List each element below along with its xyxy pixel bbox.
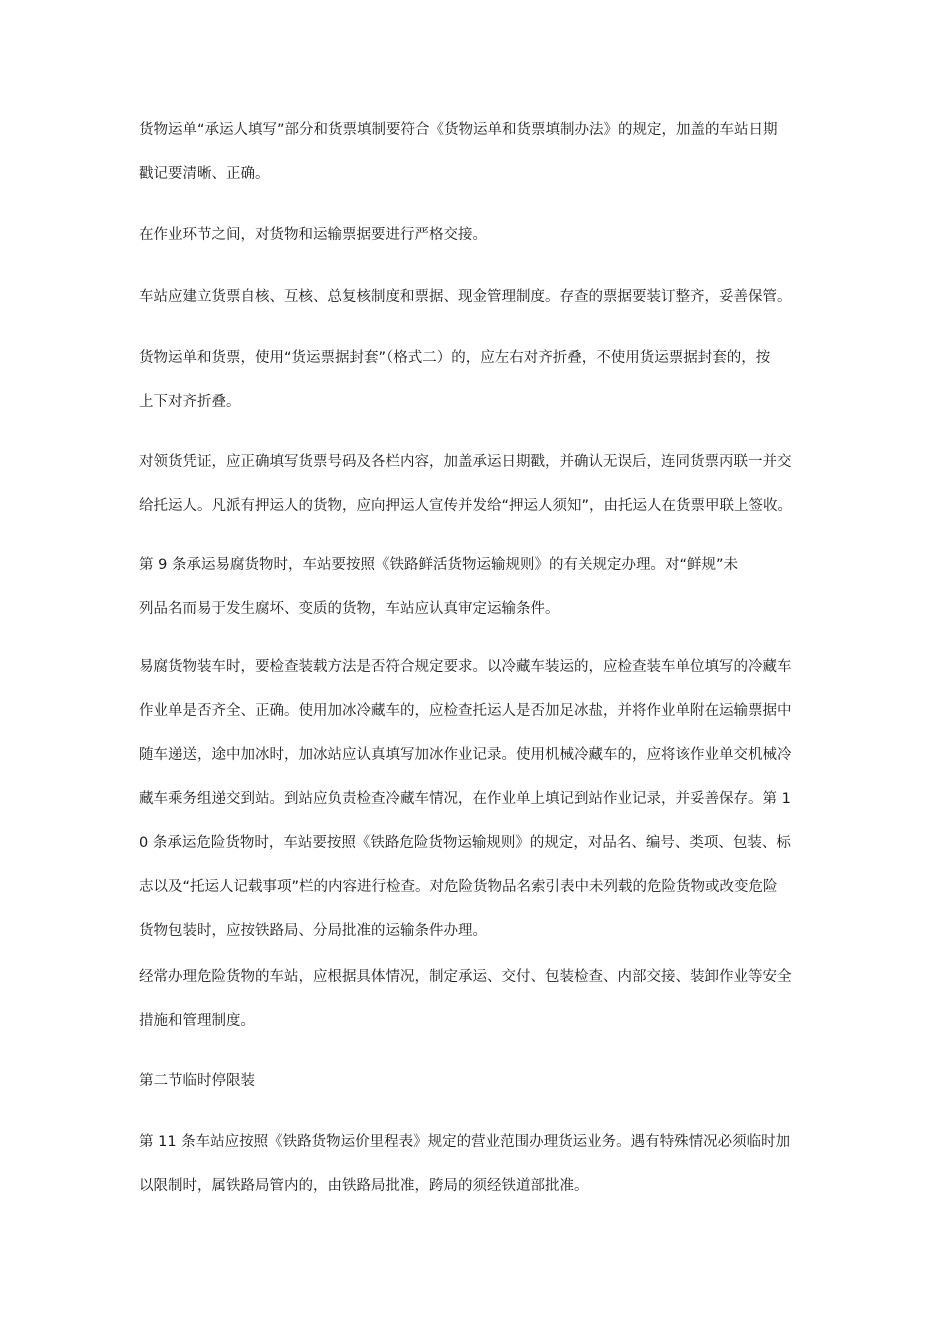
text-line: 货物运单和货票，使用“货运票据封套”（格式二）的，应左右对齐折叠，不使用货运票据封套的，按 (139, 350, 771, 366)
text-line: 在作业环节之间，对货物和运输票据要进行严格交接。 (139, 227, 487, 243)
section-title: 第二节临时停限装 (139, 1073, 255, 1089)
text-line: 列品名而易于发生腐坏、变质的货物，车站应认真审定运输条件。 (139, 601, 560, 617)
text-line: 戳记要清晰、正确。 (139, 166, 270, 182)
text-line: 给托运人。凡派有押运人的货物，应向押运人宣传并发给“押运人须知”，由托运人在货票甲联上签收。 (139, 498, 793, 514)
text-line: 措施和管理制度。 (139, 1013, 255, 1029)
text-line: 上下对齐折叠。 (139, 394, 241, 410)
text-line: 第 11 条车站应按照《铁路货物运价里程表》规定的营业范围办理货运业务。遇有特殊情况必须临时加 (139, 1134, 791, 1150)
text-line: 作业单是否齐全、正确。使用加冰冷藏车的，应检查托运人是否加足冰盐，并将作业单附在运输票据中 (139, 703, 792, 719)
paragraph-article-9 (139, 543, 819, 631)
text-line: 货物运单“承运人填写”部分和货票填制要符合《货物运单和货票填制办法》的规定，加盖的车站日期 (139, 122, 778, 138)
text-line: 经常办理危险货物的车站，应根据具体情况，制定承运、交付、包装检查、内部交接、装卸作业等安全 (139, 969, 792, 985)
text-line: 车站应建立货票自核、互核、总复核制度和票据、现金管理制度。存查的票据要装订整齐，妥善保管。 (139, 289, 792, 305)
paragraph-dangerous-goods-measures (139, 955, 819, 1043)
paragraph-handover (139, 213, 819, 257)
text-line: 志以及“托运人记载事项”栏的内容进行检查。对危险货物品名索引表中未列载的危险货物或改变危险 (139, 879, 778, 895)
text-line: 随车递送，途中加冰时，加冰站应认真填写加冰作业记录。使用机械冷藏车的，应将该作业单交机械冷 (139, 747, 792, 763)
paragraph-folding (139, 336, 819, 424)
paragraph-receipt-voucher (139, 440, 819, 528)
text-line: 第 9 条承运易腐货物时，车站要按照《铁路鲜活货物运输规则》的有关规定办理。对“鲜规”未 (139, 557, 738, 573)
paragraph-audit-system (139, 275, 819, 319)
text-line: 以限制时，属铁路局管内的，由铁路局批准，跨局的须经铁道部批准。 (139, 1178, 589, 1194)
section-heading (139, 1059, 819, 1103)
text-line: 易腐货物装车时，要检查装载方法是否符合规定要求。以冷藏车装运的，应检查装车单位填写的冷藏车 (139, 659, 792, 675)
paragraph-perishable-loading (139, 645, 819, 953)
paragraph-waybill-filling (139, 108, 819, 196)
paragraph-article-11 (139, 1120, 819, 1208)
text-line: 对领货凭证，应正确填写货票号码及各栏内容，加盖承运日期戳，并确认无误后，连同货票丙联一并交 (139, 454, 792, 470)
text-line: 0 条承运危险货物时，车站要按照《铁路危险货物运输规则》的规定，对品名、编号、类项、包装、标 (139, 835, 791, 851)
text-line: 藏车乘务组递交到站。到站应负责检查冷藏车情况，在作业单上填记到站作业记录，并妥善保存。第 1 (139, 791, 791, 807)
text-line: 货物包装时，应按铁路局、分局批准的运输条件办理。 (139, 923, 487, 939)
